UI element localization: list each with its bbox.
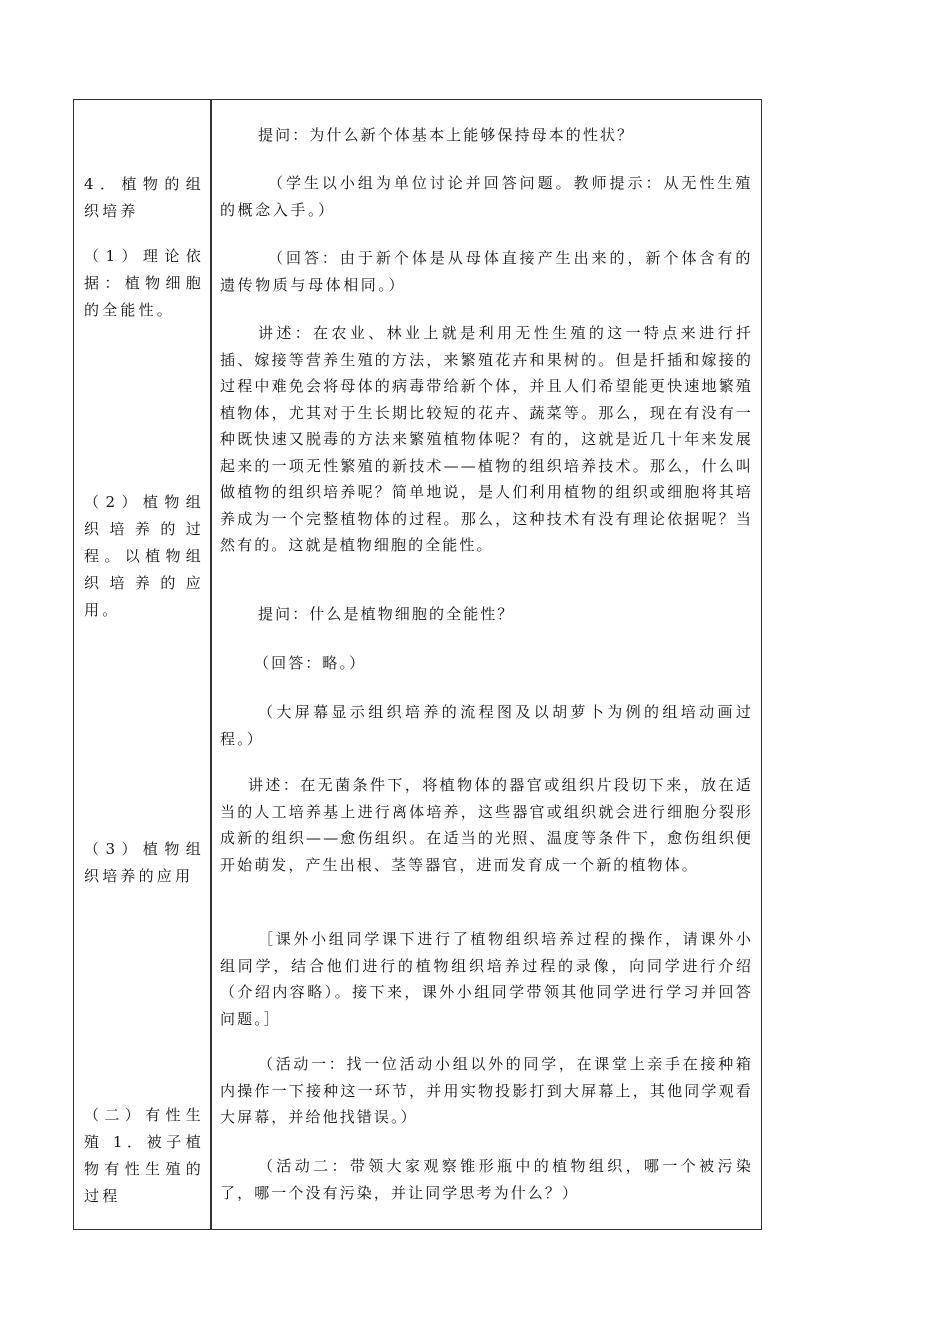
lecture-1: 讲述：在农业、林业上就是利用无性生殖的这一特点来进行扦插、嫁接等营养生殖的方法，来繁殖花卉和果树的。但是扦插和嫁接的过程中难免会将母体的病毒带给新个体，并且人们希望能更快速地繁殖植物体，尤其对于生长期比较短的花卉、蔬菜等。那么，现在有没有一种既快速又脱毒的方法来繁殖植物体呢？有的，这就是近几十年来发展起来的一项无性繁殖的新技术——植物的组织培养技术。那么，什么叫做植物的组织培养呢？简单地说，是人们利用植物的组织或细胞将其培养成为一个完整植物体的过程。那么，这种技术有没有理论依据呢？当然有的。这就是植物细胞的全能性。 [220, 324, 753, 554]
column-divider [210, 99, 212, 1230]
section-4-3-application: （3）植物组织培养的应用 [84, 840, 204, 885]
student-discussion-note: （学生以小组为单位讨论并回答问题。教师提示：从无性生殖的概念入手。） [220, 174, 753, 219]
extracurricular-group-note: ［课外小组同学课下进行了植物组织培养过程的操作，请课外小组同学，结合他们进行的植物组织培养过程的录像，向同学进行介绍（介绍内容略）。接下来，课外小组同学带领其他同学进行学习并回答问题。］ [220, 930, 753, 1028]
question-1: 提问：为什么新个体基本上能够保持母本的性状？ [258, 126, 635, 144]
activity-2: （活动二：带领大家观察锥形瓶中的植物组织，哪一个被污染了，哪一个没有污染，并让同学思考为什么？） [220, 1157, 753, 1202]
screen-display-note: （大屏幕显示组织培养的流程图及以胡萝卜为例的组培动画过程。） [220, 703, 753, 748]
answer-1: （回答：由于新个体是从母体直接产生出来的，新个体含有的遗传物质与母体相同。） [220, 249, 753, 294]
question-2: 提问：什么是植物细胞的全能性？ [258, 605, 515, 623]
section-4-2-process: （2）植物组织培养的过程。以植物组织培养的应用。 [84, 493, 204, 619]
section-4-1-theory-basis: （1）理论依据：植物细胞的全能性。 [84, 247, 204, 319]
answer-2: （回答：略。） [254, 654, 367, 672]
activity-1: （活动一：找一位活动小组以外的同学，在课堂上亲手在接种箱内操作一下接种这一环节，并用实物投影打到大屏幕上，其他同学观看大屏幕，并给他找错误。） [220, 1055, 753, 1126]
section-2-sexual-reproduction: （二）有性生殖 1．被子植物有性生殖的过程 [84, 1106, 204, 1205]
section-4-title: 4．植物的组织培养 [84, 175, 204, 220]
lecture-2: 讲述：在无菌条件下，将植物体的器官或组织片段切下来，放在适当的人工培养基上进行离体培养，这些器官或组织就会进行细胞分裂形成新的组织——愈伤组织。在适当的光照、温度等条件下，愈伤组织便开始萌发，产生出根、茎等器官，进而发育成一个新的植物体。 [220, 776, 753, 874]
